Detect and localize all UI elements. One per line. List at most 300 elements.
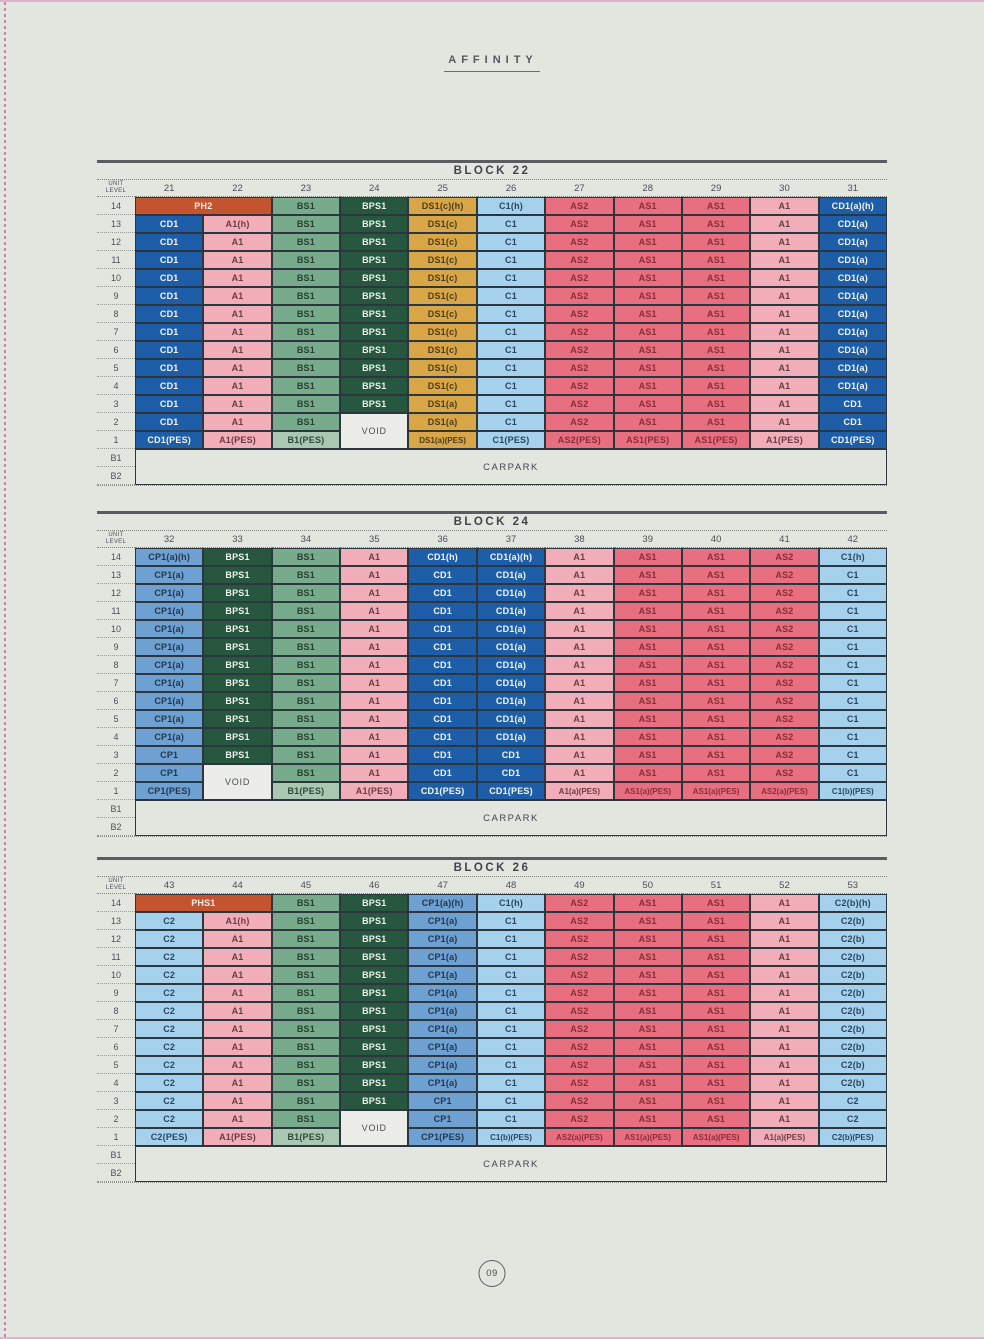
unit-cell: AS1: [682, 1074, 750, 1092]
unit-cell: A1: [340, 728, 408, 746]
unit-cell: AS1: [614, 656, 682, 674]
unit-cell: A1: [340, 692, 408, 710]
unit-cell: CD1(a): [477, 728, 545, 746]
unit-cell: BPS1: [340, 269, 408, 287]
unit-cell: BS1: [272, 602, 340, 620]
unit-cell: AS1: [682, 710, 750, 728]
unit-cell: BS1: [272, 377, 340, 395]
unit-cell: C2: [135, 1002, 203, 1020]
unit-cell: C2: [135, 1092, 203, 1110]
unit-cell: A1: [203, 1092, 271, 1110]
unit-cell: AS2: [545, 1020, 613, 1038]
unit-cell: A1: [750, 233, 818, 251]
unit-cell: BPS1: [340, 251, 408, 269]
column-header: 29: [682, 180, 750, 197]
unit-cell: AS1(a)(PES): [682, 1128, 750, 1146]
unit-cell: AS2(a)(PES): [545, 1128, 613, 1146]
unit-cell: AS1: [682, 1092, 750, 1110]
unit-cell: AS2: [545, 1056, 613, 1074]
unit-cell: A1: [545, 584, 613, 602]
level-label: 6: [97, 341, 135, 359]
unit-cell: C1: [477, 1038, 545, 1056]
unit-cell: CP1(a): [408, 1002, 476, 1020]
level-label: 1: [97, 431, 135, 449]
unit-cell: CD1: [135, 305, 203, 323]
unit-cell: C2: [819, 1110, 887, 1128]
unit-cell: C1: [477, 305, 545, 323]
unit-cell: AS1: [682, 894, 750, 912]
unit-cell: AS1: [614, 251, 682, 269]
unit-cell: BS1: [272, 894, 340, 912]
unit-cell: C1: [477, 1002, 545, 1020]
unit-cell: CP1(PES): [408, 1128, 476, 1146]
unit-cell: AS1: [682, 305, 750, 323]
unit-level-header: UNIT LEVEL: [97, 877, 135, 894]
unit-cell: AS1: [682, 395, 750, 413]
unit-cell: AS2: [545, 377, 613, 395]
unit-cell: CD1: [135, 287, 203, 305]
unit-cell: CD1: [408, 710, 476, 728]
unit-cell: A1: [750, 251, 818, 269]
unit-cell: C1(b)(PES): [819, 782, 887, 800]
unit-cell: C2(b): [819, 1020, 887, 1038]
unit-cell: AS1: [614, 620, 682, 638]
unit-cell: A1(a)(PES): [750, 1128, 818, 1146]
level-label: 3: [97, 395, 135, 413]
unit-cell: A1: [340, 656, 408, 674]
unit-cell: BPS1: [340, 912, 408, 930]
unit-cell: DS1(a): [408, 413, 476, 431]
unit-cell: BS1: [272, 287, 340, 305]
unit-cell: A1: [750, 269, 818, 287]
unit-cell: A1: [203, 1074, 271, 1092]
unit-cell: AS2: [750, 710, 818, 728]
unit-cell: A1: [203, 233, 271, 251]
unit-cell: BS1: [272, 674, 340, 692]
unit-cell: CD1: [135, 269, 203, 287]
column-header: 43: [135, 877, 203, 894]
unit-cell: A1: [750, 197, 818, 215]
unit-cell: CD1: [477, 764, 545, 782]
unit-cell: C2(b): [819, 1056, 887, 1074]
unit-cell: A1: [750, 413, 818, 431]
unit-cell: C1: [819, 620, 887, 638]
unit-cell: A1: [750, 1092, 818, 1110]
level-label: B2: [97, 818, 135, 836]
unit-cell: BPS1: [203, 728, 271, 746]
unit-cell: CP1(a): [408, 948, 476, 966]
unit-cell: CP1(a)(h): [408, 894, 476, 912]
unit-cell: DS1(c): [408, 377, 476, 395]
unit-cell: DS1(c): [408, 359, 476, 377]
level-label: 6: [97, 692, 135, 710]
column-header: 31: [819, 180, 887, 197]
unit-cell: CD1(a): [819, 323, 887, 341]
unit-cell: A1: [750, 948, 818, 966]
unit-cell: AS2: [545, 1038, 613, 1056]
unit-cell: BPS1: [203, 548, 271, 566]
unit-cell: CP1(a): [135, 728, 203, 746]
unit-cell: C2(b): [819, 1002, 887, 1020]
unit-cell: AS1: [682, 966, 750, 984]
unit-cell: A1(PES): [203, 431, 271, 449]
block-26-table: [97, 857, 887, 1183]
void-cell: VOID: [340, 1110, 408, 1146]
unit-cell: A1: [203, 251, 271, 269]
unit-cell: AS1: [682, 323, 750, 341]
unit-cell: AS2: [750, 638, 818, 656]
unit-cell: AS2: [545, 894, 613, 912]
unit-cell: BS1: [272, 395, 340, 413]
unit-cell: AS1: [614, 912, 682, 930]
unit-cell: CD1(a): [477, 710, 545, 728]
unit-cell: BS1: [272, 584, 340, 602]
unit-cell: BS1: [272, 1110, 340, 1128]
unit-cell: AS2: [545, 930, 613, 948]
unit-cell: A1: [203, 1038, 271, 1056]
unit-cell: AS2: [545, 984, 613, 1002]
unit-cell: A1: [203, 984, 271, 1002]
void-cell: VOID: [203, 764, 271, 800]
page-number-badge: [479, 1260, 506, 1287]
unit-cell: AS1: [614, 674, 682, 692]
unit-cell: C2: [135, 1020, 203, 1038]
unit-cell: BPS1: [340, 930, 408, 948]
unit-cell: C1: [819, 566, 887, 584]
unit-cell: A1: [203, 395, 271, 413]
level-label: 12: [97, 233, 135, 251]
unit-cell: CD1: [135, 377, 203, 395]
unit-cell: AS2: [545, 197, 613, 215]
unit-cell: AS1: [614, 233, 682, 251]
unit-cell: C2: [135, 912, 203, 930]
unit-cell: CD1(a): [819, 305, 887, 323]
unit-cell: A1: [545, 692, 613, 710]
unit-cell: CD1: [408, 638, 476, 656]
level-label: 13: [97, 912, 135, 930]
unit-cell: C1: [819, 674, 887, 692]
unit-cell: DS1(a): [408, 395, 476, 413]
unit-cell: BS1: [272, 413, 340, 431]
unit-cell: AS1: [682, 728, 750, 746]
column-header: 53: [819, 877, 887, 894]
unit-cell: A1: [340, 548, 408, 566]
unit-cell: AS1: [614, 1092, 682, 1110]
unit-cell: CP1(a)(h): [135, 548, 203, 566]
unit-cell: CD1(a): [819, 287, 887, 305]
unit-cell: CD1: [819, 395, 887, 413]
unit-cell: AS1: [682, 930, 750, 948]
unit-cell: AS1: [682, 746, 750, 764]
unit-cell: A1: [750, 1056, 818, 1074]
level-label: B1: [97, 800, 135, 818]
level-label: 7: [97, 1020, 135, 1038]
unit-cell: CD1(a): [819, 341, 887, 359]
unit-cell: BPS1: [340, 1038, 408, 1056]
level-label: 4: [97, 728, 135, 746]
unit-cell: BS1: [272, 764, 340, 782]
unit-cell: BPS1: [340, 341, 408, 359]
carpark-cell: CARPARK: [135, 449, 887, 485]
unit-cell: BS1: [272, 656, 340, 674]
column-header: 39: [614, 531, 682, 548]
unit-cell: AS1: [614, 287, 682, 305]
unit-cell: BPS1: [340, 395, 408, 413]
unit-cell: AS2(a)(PES): [750, 782, 818, 800]
column-header: 44: [203, 877, 271, 894]
level-label: 9: [97, 287, 135, 305]
unit-cell: C2(b)(h): [819, 894, 887, 912]
unit-cell: A1: [750, 930, 818, 948]
unit-cell: BS1: [272, 197, 340, 215]
unit-cell: AS1: [614, 692, 682, 710]
unit-cell: A1: [203, 323, 271, 341]
unit-cell: AS1: [614, 359, 682, 377]
unit-cell: CD1: [135, 323, 203, 341]
unit-cell: AS1(a)(PES): [682, 782, 750, 800]
level-label: 8: [97, 1002, 135, 1020]
level-label: 2: [97, 1110, 135, 1128]
unit-cell: CD1(a): [819, 359, 887, 377]
column-header: 23: [272, 180, 340, 197]
unit-cell: BS1: [272, 930, 340, 948]
page-title: AFFINITY: [444, 54, 540, 72]
unit-cell: C2: [135, 966, 203, 984]
unit-cell: BPS1: [340, 894, 408, 912]
unit-cell: C1: [477, 1092, 545, 1110]
unit-cell: BPS1: [203, 656, 271, 674]
unit-cell: CP1(a): [135, 620, 203, 638]
block-24-table: [97, 511, 887, 837]
unit-cell: CD1(a): [477, 638, 545, 656]
column-header: 24: [340, 180, 408, 197]
unit-cell: BPS1: [203, 674, 271, 692]
unit-cell: C2: [135, 1110, 203, 1128]
unit-cell: C1(h): [477, 894, 545, 912]
unit-cell: CP1(a): [408, 1038, 476, 1056]
unit-cell: C1: [477, 1110, 545, 1128]
level-label: 5: [97, 1056, 135, 1074]
unit-cell: CP1(a): [408, 930, 476, 948]
column-header: 38: [545, 531, 613, 548]
unit-cell: CD1: [135, 251, 203, 269]
column-header: 30: [750, 180, 818, 197]
unit-cell: CD1: [135, 395, 203, 413]
unit-cell: BPS1: [340, 1092, 408, 1110]
page-left-dashed-rule: [4, 2, 6, 1337]
unit-cell: AS2: [750, 674, 818, 692]
unit-cell: CP1(a): [135, 656, 203, 674]
unit-cell: A1: [750, 1038, 818, 1056]
unit-cell: CD1: [408, 746, 476, 764]
unit-cell: AS1: [682, 1110, 750, 1128]
unit-cell: A1(PES): [340, 782, 408, 800]
unit-cell: A1: [340, 746, 408, 764]
unit-cell: AS1: [614, 548, 682, 566]
unit-cell: AS2: [545, 251, 613, 269]
unit-cell: BPS1: [340, 233, 408, 251]
unit-cell: AS1: [614, 197, 682, 215]
unit-cell: CD1: [408, 602, 476, 620]
unit-cell: CD1: [135, 215, 203, 233]
unit-cell: BPS1: [340, 1056, 408, 1074]
unit-cell: A1: [340, 638, 408, 656]
unit-cell: AS1: [614, 746, 682, 764]
unit-cell: CP1(a): [135, 566, 203, 584]
unit-cell: BS1: [272, 638, 340, 656]
unit-cell: C1: [477, 984, 545, 1002]
unit-cell: AS2: [545, 948, 613, 966]
page-top-rule: [0, 0, 984, 2]
unit-cell: AS1: [682, 377, 750, 395]
unit-cell: BS1: [272, 1002, 340, 1020]
unit-cell: BS1: [272, 251, 340, 269]
unit-cell: CD1(a): [819, 251, 887, 269]
unit-cell: AS1: [614, 894, 682, 912]
unit-cell: CD1(PES): [135, 431, 203, 449]
unit-cell: A1: [340, 674, 408, 692]
unit-cell: C1: [477, 377, 545, 395]
unit-cell: A1: [750, 1020, 818, 1038]
unit-cell: CD1: [135, 359, 203, 377]
unit-cell: CD1: [408, 566, 476, 584]
unit-cell: BPS1: [203, 584, 271, 602]
unit-cell: C1: [819, 692, 887, 710]
unit-cell: DS1(c): [408, 305, 476, 323]
unit-cell: AS1: [682, 656, 750, 674]
unit-cell: AS2: [545, 269, 613, 287]
unit-cell: C1: [819, 710, 887, 728]
unit-cell: C1: [477, 912, 545, 930]
unit-cell: AS1(PES): [614, 431, 682, 449]
unit-cell: AS1: [614, 764, 682, 782]
unit-cell: CD1: [135, 341, 203, 359]
unit-cell: AS1: [682, 620, 750, 638]
unit-cell: BS1: [272, 1020, 340, 1038]
unit-cell: AS1: [682, 197, 750, 215]
unit-cell: AS1: [682, 269, 750, 287]
unit-cell: BPS1: [340, 1074, 408, 1092]
unit-cell: CD1(a): [819, 269, 887, 287]
level-label: 11: [97, 251, 135, 269]
unit-cell: AS1(a)(PES): [614, 782, 682, 800]
unit-cell: A1: [545, 674, 613, 692]
unit-cell: AS2: [545, 341, 613, 359]
block-title: BLOCK 24: [97, 511, 887, 531]
column-header: 50: [614, 877, 682, 894]
unit-cell: AS2: [545, 1110, 613, 1128]
unit-cell: AS2(PES): [545, 431, 613, 449]
unit-cell: A1: [750, 984, 818, 1002]
column-header: 32: [135, 531, 203, 548]
unit-cell: A1: [203, 1056, 271, 1074]
unit-cell: A1: [203, 269, 271, 287]
block-22-table: [97, 160, 887, 486]
unit-cell: BS1: [272, 1074, 340, 1092]
unit-cell: C2: [819, 1092, 887, 1110]
level-label: 7: [97, 323, 135, 341]
unit-cell: CD1: [408, 584, 476, 602]
carpark-cell: CARPARK: [135, 800, 887, 836]
unit-cell: A1: [203, 1002, 271, 1020]
unit-cell: DS1(c)(h): [408, 197, 476, 215]
unit-cell: CP1(a): [408, 984, 476, 1002]
unit-cell: AS1: [614, 1020, 682, 1038]
unit-cell: BS1: [272, 1038, 340, 1056]
unit-cell: AS1: [614, 395, 682, 413]
unit-cell: A1: [545, 602, 613, 620]
unit-level-header: UNIT LEVEL: [97, 531, 135, 548]
unit-cell: A1: [340, 764, 408, 782]
unit-cell: CP1(a): [408, 966, 476, 984]
unit-cell: CD1: [819, 413, 887, 431]
unit-cell: C1: [819, 584, 887, 602]
unit-cell: AS1: [682, 912, 750, 930]
unit-cell: BPS1: [203, 566, 271, 584]
unit-cell: BPS1: [340, 984, 408, 1002]
unit-cell: CD1: [135, 413, 203, 431]
unit-cell: BS1: [272, 620, 340, 638]
unit-cell: BPS1: [340, 197, 408, 215]
unit-cell: AS2: [750, 746, 818, 764]
unit-cell: AS1(a)(PES): [614, 1128, 682, 1146]
unit-cell: CD1: [408, 692, 476, 710]
unit-cell: AS2: [545, 287, 613, 305]
unit-cell: AS1: [614, 1002, 682, 1020]
unit-cell: AS1: [614, 323, 682, 341]
unit-cell: A1: [750, 341, 818, 359]
unit-cell: CD1(a): [477, 692, 545, 710]
unit-cell: AS2: [750, 764, 818, 782]
unit-cell: C1: [819, 764, 887, 782]
unit-cell: A1: [750, 1074, 818, 1092]
unit-cell: A1: [340, 710, 408, 728]
column-header: 22: [203, 180, 271, 197]
unit-cell: BS1: [272, 1056, 340, 1074]
unit-cell: C2(b)(PES): [819, 1128, 887, 1146]
column-header: 27: [545, 180, 613, 197]
unit-cell: C2(b): [819, 948, 887, 966]
unit-cell: AS1: [614, 1110, 682, 1128]
unit-cell: B1(PES): [272, 782, 340, 800]
unit-cell: CP1(a): [408, 1056, 476, 1074]
level-label: 14: [97, 548, 135, 566]
unit-cell: AS2: [750, 566, 818, 584]
level-label: 5: [97, 359, 135, 377]
unit-cell: BPS1: [340, 948, 408, 966]
unit-cell: AS1: [614, 728, 682, 746]
unit-cell: BS1: [272, 710, 340, 728]
level-label: 1: [97, 782, 135, 800]
level-label: 12: [97, 930, 135, 948]
unit-cell: C2: [135, 1074, 203, 1092]
level-label: 6: [97, 1038, 135, 1056]
unit-cell: CD1(PES): [477, 782, 545, 800]
unit-cell: AS1: [682, 287, 750, 305]
unit-cell: CD1: [408, 620, 476, 638]
unit-cell: A1: [203, 1020, 271, 1038]
unit-cell: CD1(a): [477, 584, 545, 602]
unit-cell: BS1: [272, 948, 340, 966]
unit-cell: A1: [203, 966, 271, 984]
unit-cell: AS1: [682, 1056, 750, 1074]
unit-cell: A1: [340, 602, 408, 620]
level-label: 8: [97, 305, 135, 323]
unit-cell: BS1: [272, 269, 340, 287]
unit-cell: A1: [545, 764, 613, 782]
unit-cell: AS2: [750, 548, 818, 566]
level-label: 9: [97, 984, 135, 1002]
